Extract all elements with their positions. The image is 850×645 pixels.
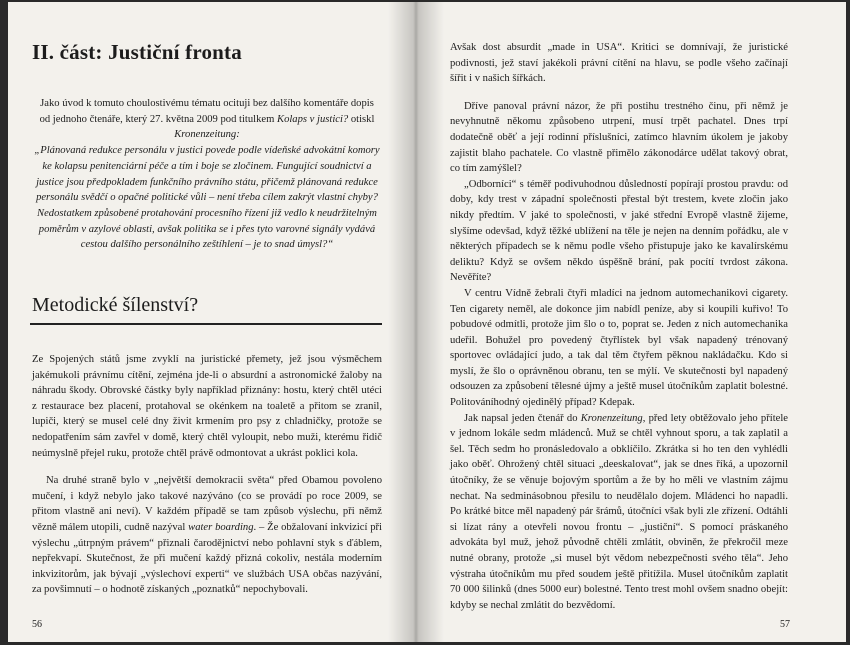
right-paragraph-5 [450, 411, 788, 614]
intro-newspaper: Kronenzeitung: [174, 129, 240, 141]
page-number-left: 56 [32, 619, 42, 630]
right-page [426, 2, 846, 642]
right-paragraph-3: „Odborníci“ s téměř podivuhodnou důsledností popírají prostou pravdu: od doby, kdy trest v západní společnosti přestal být trestem, kvete zločin jako nikdy předtím. V jaké to společnosti, v jaké střední Evropě vlastně žijeme, slyšíme odevšad, když těžké ublížení na těle je nejen na denním pořádku, ale v některých případech se k němu podle všeho přistupuje jako ke kavalírskému deliktu? Když se ovšem někdo úspěšně brání, pak pocítí tvrdost zákona. Nevěříte? [450, 178, 788, 284]
right-paragraph-2: Dříve panoval právní názor, že při postihu trestného činu, při němž je nevyhnutně někomu způsobeno utrpení, musí trpět pachatel. Dnes trpí dodatečně oběť a její rodinní příslušníci, zatímco hlavním úkolem je jakoby zajistit blaho pachatele. Co vlastně přimělo zákonodárce udělat takový obrat, co tím zamýšlel? [450, 100, 788, 175]
intro-quote: „Plánovaná redukce personálu v justici povede podle vídeňské advokátní komory ke kolapsu penitenciární péče a tím i boje se zločinem. Fungující soudnictví a justice jsou předpokladem funkčního právního státu, přičemž plánovaná redukce personálu svědčí o opačné politické vůli – není třeba cílem zakrýt vlastní chyby? Nedostatkem způsobené protahování procesního řízení již vedlo k neudržitelným poměrům v azylové oblasti, avšak politika se i přes tyto varovné signály vydává cestou dalšího personálního zeštíhlení – je to snad úmysl?“ [34, 145, 380, 251]
intro-text-2: otiskl [350, 113, 375, 125]
paragraph-2-start: Na druhé straně bylo v „největší demokracii světa“ před Obamou povoleno mučení, i když nebylo jako takové nazýváno (co se provádí po roce 2009, se přitom vlastně ani neví). V každém případě se tam způsob výslechu, při němž vězně málem utopili, cudně nazýval [32, 475, 382, 533]
book-spread [8, 2, 846, 642]
paragraph-2-term: water boarding [188, 521, 254, 533]
intro-text: Jako úvod k tomuto choulostivému tématu ocituji bez dalšího komentáře dopis od jednoho čtenáře, který 27. května 2009 pod titulkem [39, 98, 374, 125]
intro-block [34, 96, 380, 253]
right-paragraph-5-paper: Kronenzeitung [580, 412, 643, 424]
right-paragraph-5-start: Jak napsal jeden čtenář do [464, 412, 578, 424]
section-title: Metodické šílenství? [32, 294, 199, 316]
section-rule [30, 323, 382, 325]
right-paragraph-5-end: , před lety obtěžovalo jeho přítele v jednom lokále sedm mládenců. Muž se chtěl vyhnout sporu, a tak zaplatil a šel. Těch sedm ho pronásledovalo a obklíčilo. Zkrátka si ho ten den vyhlédli jako oběť. Ohrožený chtěl situaci „deeskalovat“, jak se dnes říká, a upozornil útočníky, že se věnuje bojovým sportům a že by ho měli ve vlastním zájmu nechat. Na sedminásobnou přesilu to neudělalo dojem. Mládenci ho napadli. Po krátké bitce měl napadený pár šrámů, útočníci však byli zle zřízení. Odtáhli si lízat rány a otevřeli novou frontu – „justiční“. S pomocí práskaného advokáta byl muž, jehož původně chtěli zmlátit, obviněn, že překročil meze nutné obrany, protože „si musel být vědom nebezpečnosti svého těla“. Jeho výstraha útočníkům mu před soudem ještě přitížila. Musel útočníkům zaplatit 70 000 šilinků (dnes 5000 eur) bolestné. Tento trest mohl ovšem snadno obejít: kdyby se nechal zmlátit do bezvědomí. [450, 412, 788, 611]
right-paragraph-4: V centru Vídně žebrali čtyři mladíci na jednom automechanikovi cigarety. Ten cigarety neměl, ale dokonce jim nabídl peníze, aby si koupili kuřivo! To pobudové odmítli, protože jim šlo o to, poprat se. Jeden z nich automechanika udeřil. Bohužel pro povedený čtyřlístek byl však napadený trénovaný sportovec ovládající judo, a tak dal těm čtyřem pěknou nakládačku. Kdo si myslí, že šlo o oprávněnou obranu, ten se mýlí. Ve skutečnosti byl napadený odsouzen za způsobení tělesné újmy a ještě musel útočníkům zaplatit bolestné. Politováníhodný ojedinělý případ? Kdepak. [450, 287, 788, 409]
chapter-title: II. část: Justiční fronta [32, 40, 242, 64]
paragraph-2 [32, 473, 382, 598]
page-number-right: 57 [780, 619, 790, 630]
left-body [32, 352, 382, 610]
paragraph-2-end: . – Že obžalovaní inkvizicí při výslechu „útrpným právem“ přiznali čarodějnictví nebo pohlavní styk s ďáblem, nepřekvapí. Skutečnost, že při mučení každý přizná cokoliv, nestála moderním inkvizitorům, jak bývají „výslechoví experti“ ve službách USA občas nazývání, za povšimnutí – o hodnotě získaných „poznatků“ nepochybovali. [32, 521, 383, 596]
intro-title: Kolaps v justici? [277, 113, 349, 125]
intro-paragraph [34, 96, 380, 143]
left-page [8, 2, 418, 642]
right-body [450, 40, 788, 613]
paragraph-1: Ze Spojených států jsme zvyklí na juristické přemety, jež jsou výsměchem jakémukoli právnímu cítění, zejména jde-li o absurdní a astronomické žaloby na náhradu škody. Obrovské částky byly například přiznány: hostu, který chtěl utéci z restaurace bez placení, protahoval se okénkem na toaletě a přitom se zranil, lupiči, který se musel celé dny živit krmením pro psy z chladničky, protože se nedopatřením sám zavřel v domě, který chtěl vyloupit, nebo muži, kterému řidič neúmyslně přejel ruku, protože chtěl právě odmontovat a ukrást poklici kola. [32, 354, 382, 459]
right-paragraph-1: Avšak dost absurdit „made in USA“. Kritici se domnívají, že juristické podivnosti, jež staví jakékoli právní cítění na hlavu, se podle všeho začínají šířit i v našich šířkách. [450, 42, 788, 85]
